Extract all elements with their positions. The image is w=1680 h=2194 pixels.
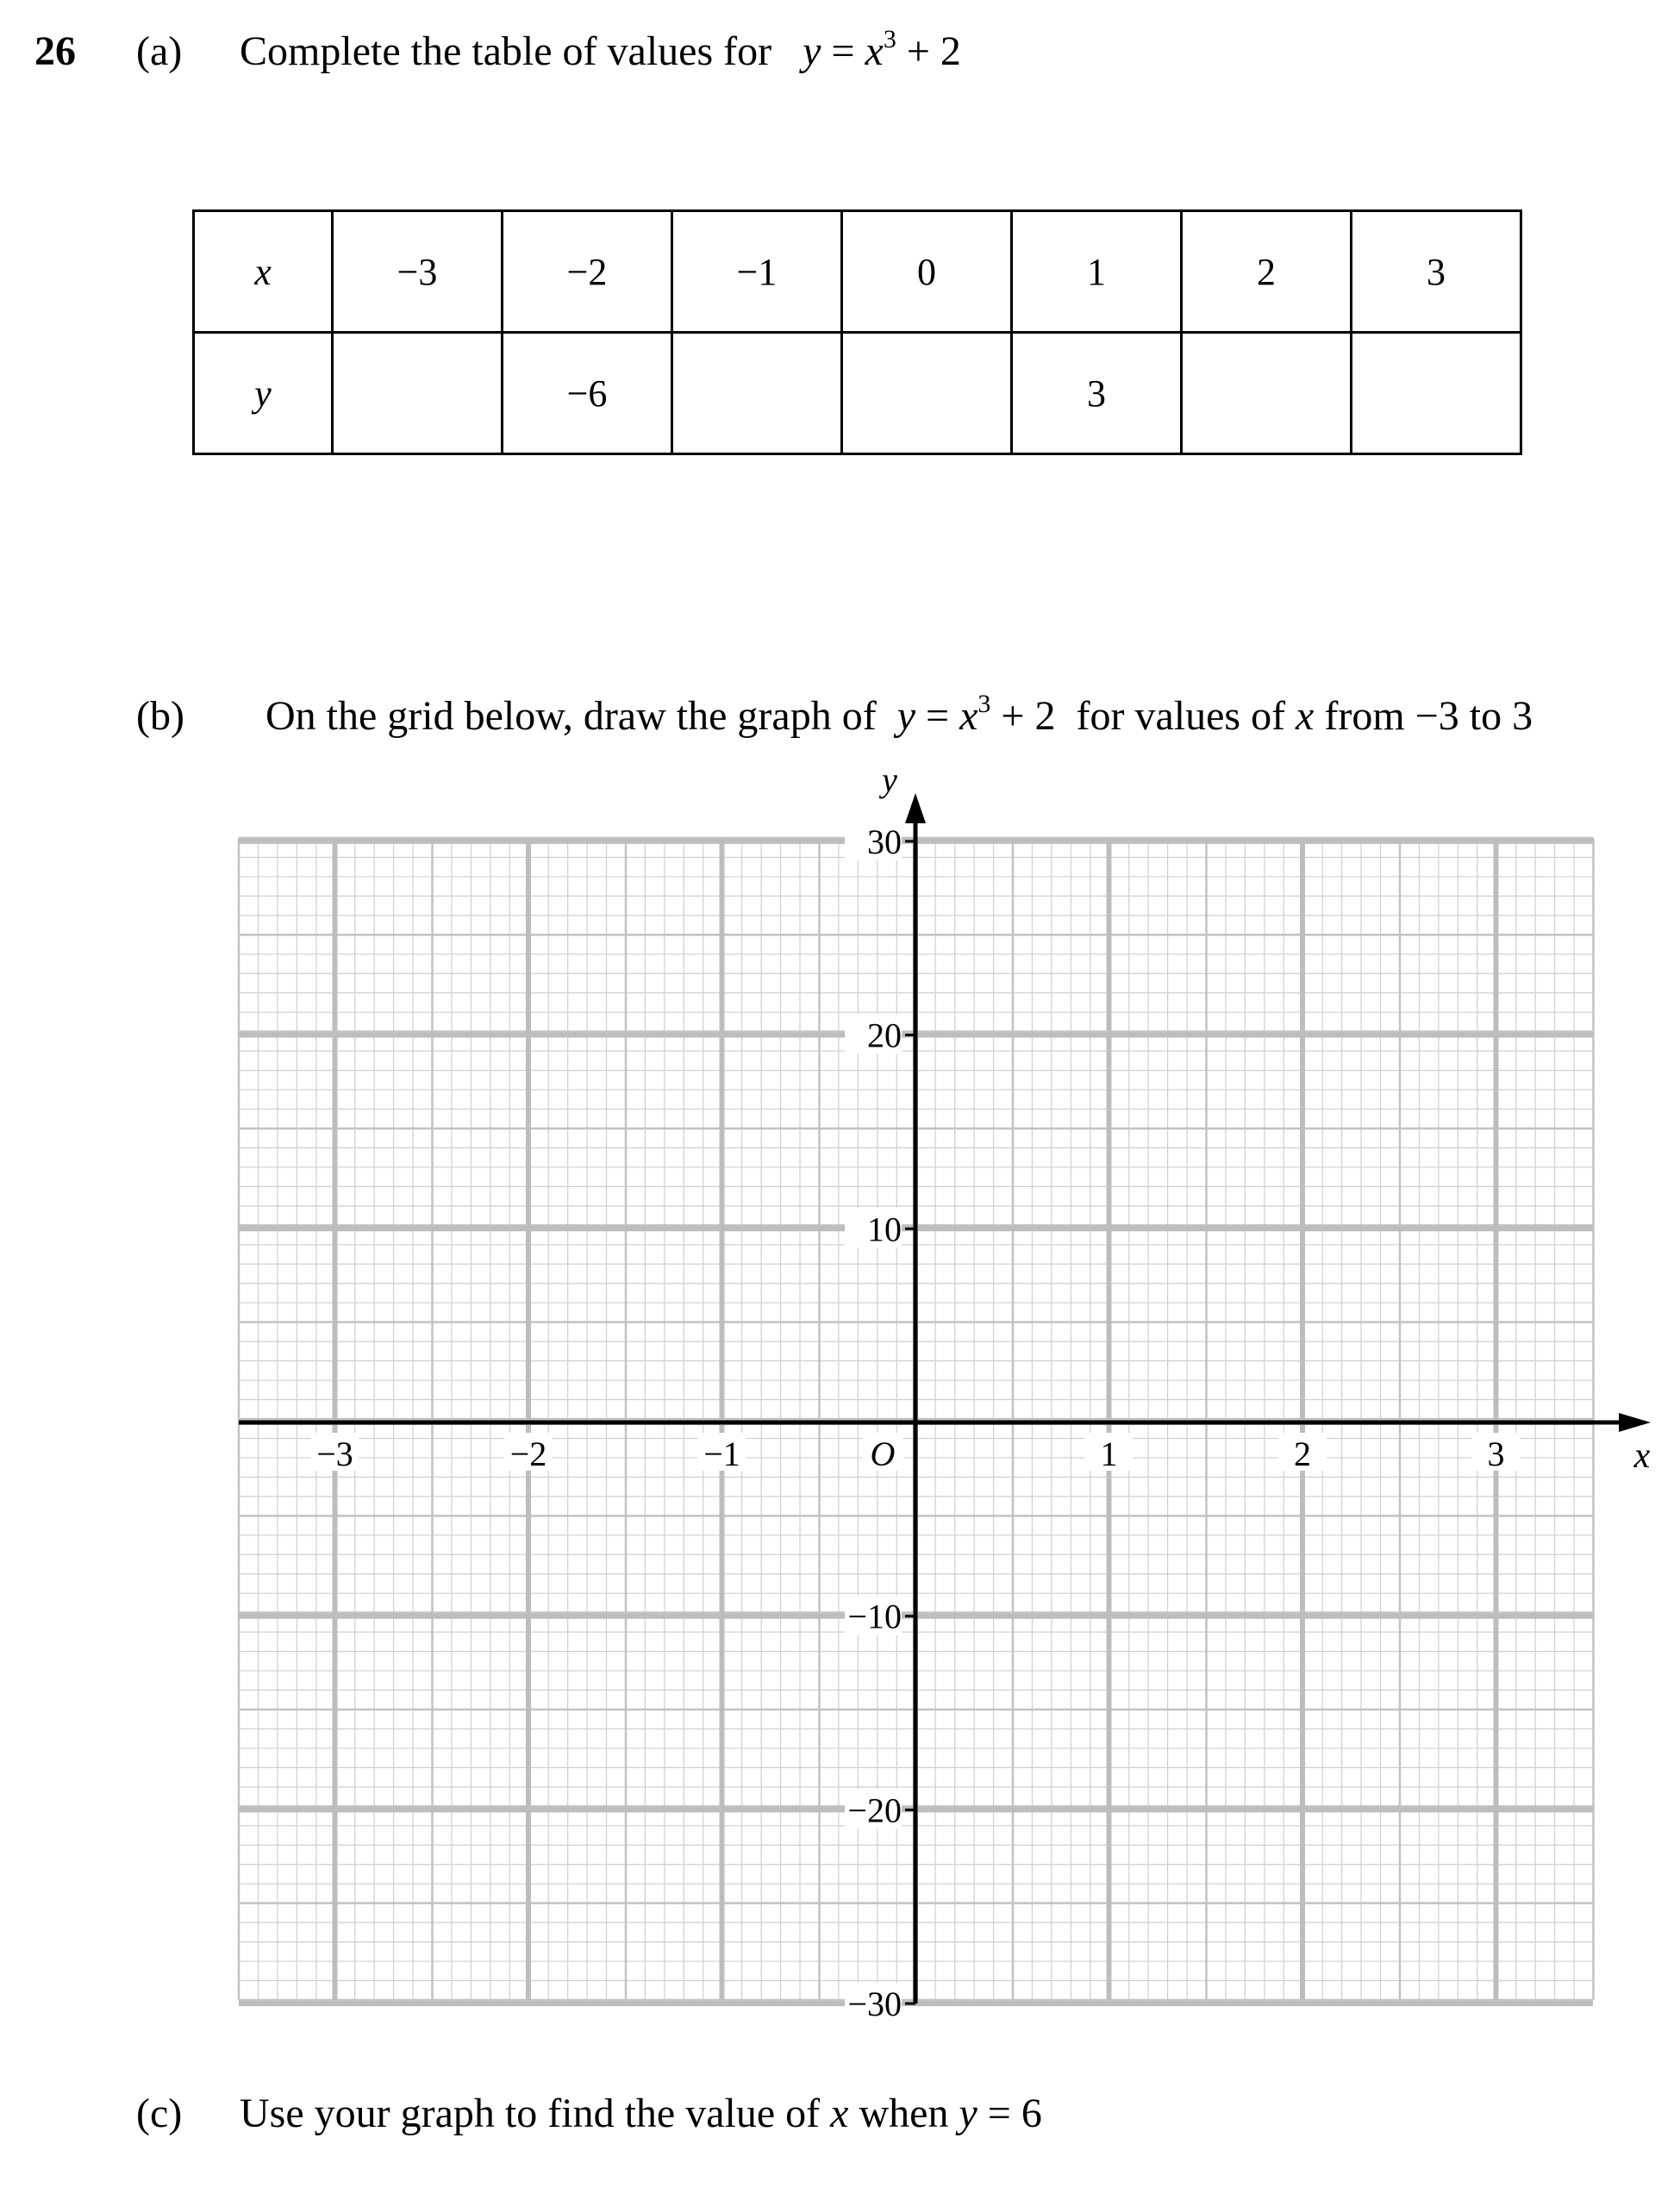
table-x-cell: 3 [1352,211,1521,333]
eq-rest: + 2 [990,693,1056,739]
eq-exponent: 3 [977,690,991,718]
table-x-cell: 2 [1182,211,1352,333]
x-tick-label: 3 [1487,1435,1505,1473]
part-c-text [240,2090,1042,2137]
part-c-value: = 6 [977,2091,1042,2136]
table-y-cell[interactable] [1352,333,1521,454]
x-tick-label: 1 [1100,1435,1118,1473]
x-axis-arrow [1619,1413,1651,1432]
question-number: 26 [34,28,76,74]
y-tick-label: 10 [867,1210,902,1249]
y-tick-label: 20 [867,1016,902,1055]
eq-base: x [865,28,884,74]
table-x-cell: 1 [1012,211,1182,333]
y-tick-label: 30 [867,822,902,861]
table-y-cell[interactable] [842,333,1012,454]
table-x-header: x [194,211,333,333]
table-row-x [194,211,1521,333]
part-c-var-y: y [959,2091,977,2136]
eq-rest: + 2 [896,28,961,74]
part-b-equation [896,690,1056,739]
part-b-text [265,692,1533,740]
part-a-label: (a) [136,28,183,74]
part-a-text [240,25,961,75]
y-tick-label: −20 [847,1791,902,1830]
y-tick-label: −10 [847,1597,902,1636]
table-y-header: y [194,333,333,454]
part-b-range: from −3 to 3 [1324,693,1533,739]
x-tick-label: 2 [1294,1435,1311,1473]
part-c-instruction: Use your graph to find the value of [240,2091,821,2136]
table-x-cell: 0 [842,211,1012,333]
x-axis-label: x [1633,1436,1651,1476]
table-row-y [194,333,1521,454]
part-c-var-x: x [830,2091,849,2136]
part-a-instruction: Complete the table of values for [240,28,772,74]
part-c-label: (c) [136,2091,183,2136]
table-y-cell[interactable] [1182,333,1352,454]
x-tick-label: −1 [703,1435,740,1473]
eq-lhs: y [803,28,821,74]
table-y-cell[interactable] [672,333,842,454]
y-axis-arrow [905,793,926,823]
eq-equals: = [821,28,865,74]
y-tick-label: −30 [847,1985,902,2024]
eq-exponent: 3 [883,25,896,53]
eq-base: x [959,693,978,739]
table-y-cell[interactable]: −6 [503,333,672,454]
part-a-equation [803,25,961,74]
table-y-cell[interactable] [333,333,503,454]
part-b-for-values: for values of [1076,693,1286,739]
origin-label: O [870,1435,896,1473]
x-tick-label: −2 [509,1435,547,1473]
x-tick-label: −3 [316,1435,353,1473]
part-b-label: (b) [136,693,184,739]
table-y-cell[interactable]: 3 [1012,333,1182,454]
eq-equals: = [915,693,960,739]
table-x-cell: −3 [333,211,503,333]
table-x-cell: −1 [672,211,842,333]
eq-lhs: y [896,693,915,739]
part-b-var: x [1296,693,1315,739]
table-x-cell: −2 [503,211,672,333]
graph-grid[interactable] [0,759,1680,2035]
part-c-when: when [859,2091,949,2136]
y-axis-label: y [882,760,897,799]
table-of-values [192,209,1522,455]
part-b-instruction: On the grid below, draw the graph of [265,693,877,739]
